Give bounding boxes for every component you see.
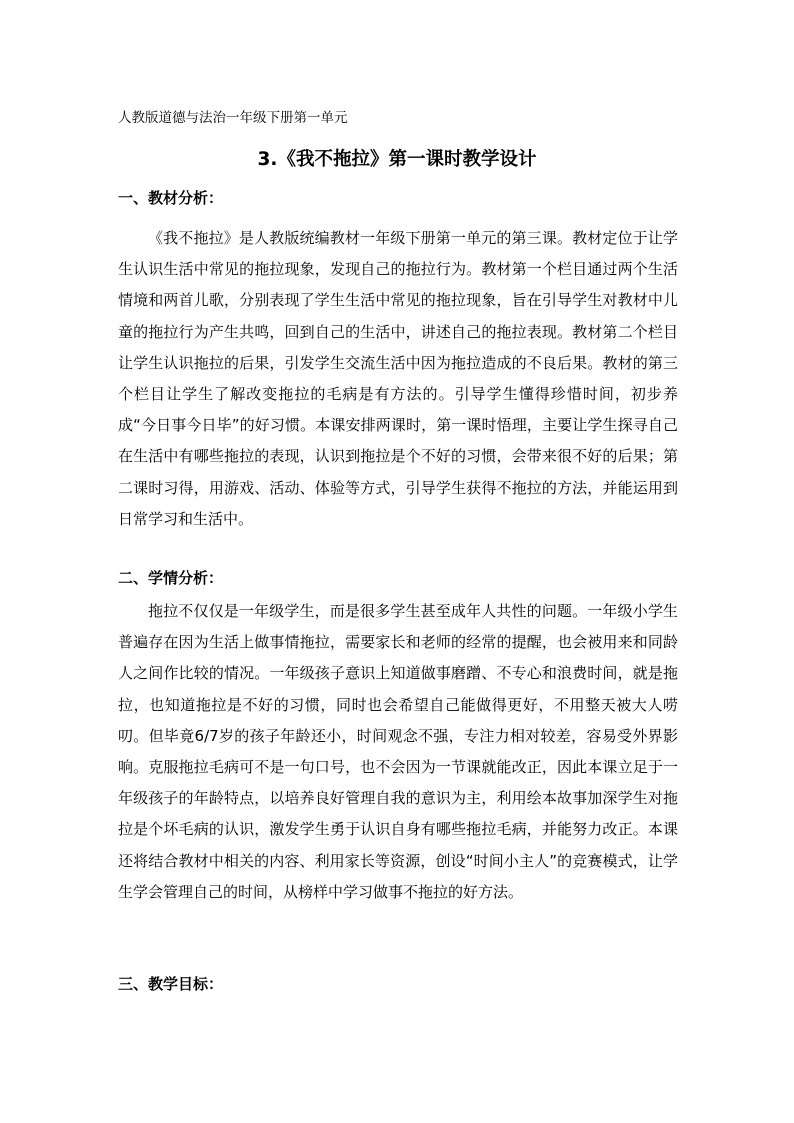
document-subtitle: 人教版道德与法治一年级下册第一单元 — [118, 110, 348, 126]
section-paragraph-student-analysis: 拖拉不仅仅是一年级学生，而是很多学生甚至成年人共性的问题。一年级小学生普遍存在因为生活上做事情拖拉，需要家长和老师的经常的提醒，也会被用来和同龄人之间作比较的情况。一年级孩子意识上知道做事磨蹭、不专心和浪费时间，就是拖拉，也知道拖拉是不好的习惯，同时也会希望自己能做得更好，不用整天被大人唠叨。但毕竟6/7岁的孩子年龄还小，时间观念不强，专注力相对较差，容易受外界影响。克服拖拉毛病可不是一句口号，也不会因为一节课就能改正，因此本课立足于一年级孩子的年龄特点，以培养良好管理自我的意识为主，利用绘本故事加深学生对拖拉是个坏毛病的认识，激发学生勇于认识自身有哪些拖拉毛病，并能努力改正。本课还将结合教材中相关的内容、利用家长等资源，创设“时间小主人”的竞赛模式，让学生学会管理自己的时间，从榜样中学习做事不拖拉的好方法。 — [118, 602, 678, 901]
section-heading-textbook-analysis: 一、教材分析： — [118, 189, 224, 207]
section-heading-student-analysis: 二、学情分析： — [118, 569, 224, 587]
document-title: 3.《我不拖拉》第一课时教学设计 — [257, 149, 537, 170]
section-paragraph-textbook-analysis: 《我不拖拉》是人教版统编教材一年级下册第一单元的第三课。教材定位于让学生认识生活中常见的拖拉现象，发现自己的拖拉行为。教材第一个栏目通过两个生活情境和两首儿歌，分别表现了学生生活中常见的拖拉现象，旨在引导学生对教材中儿童的拖拉行为产生共鸣，回到自己的生活中，讲述自己的拖拉表现。教材第二个栏目让学生认识拖拉的后果，引发学生交流生活中因为拖拉造成的不良后果。教材的第三个栏目让学生了解改变拖拉的毛病是有方法的。引导学生懂得珍惜时间，初步养成“今日事今日毕”的好习惯。本课安排两课时，第一课时悟理，主要让学生探寻自己在生活中有哪些拖拉的表现，认识到拖拉是个不好的习惯，会带来很不好的后果；第二课时习得，用游戏、活动、体验等方式，引导学生获得不拖拉的方法，并能运用到日常学习和生活中。 — [118, 229, 678, 528]
section-heading-teaching-goals: 三、教学目标： — [118, 975, 224, 993]
